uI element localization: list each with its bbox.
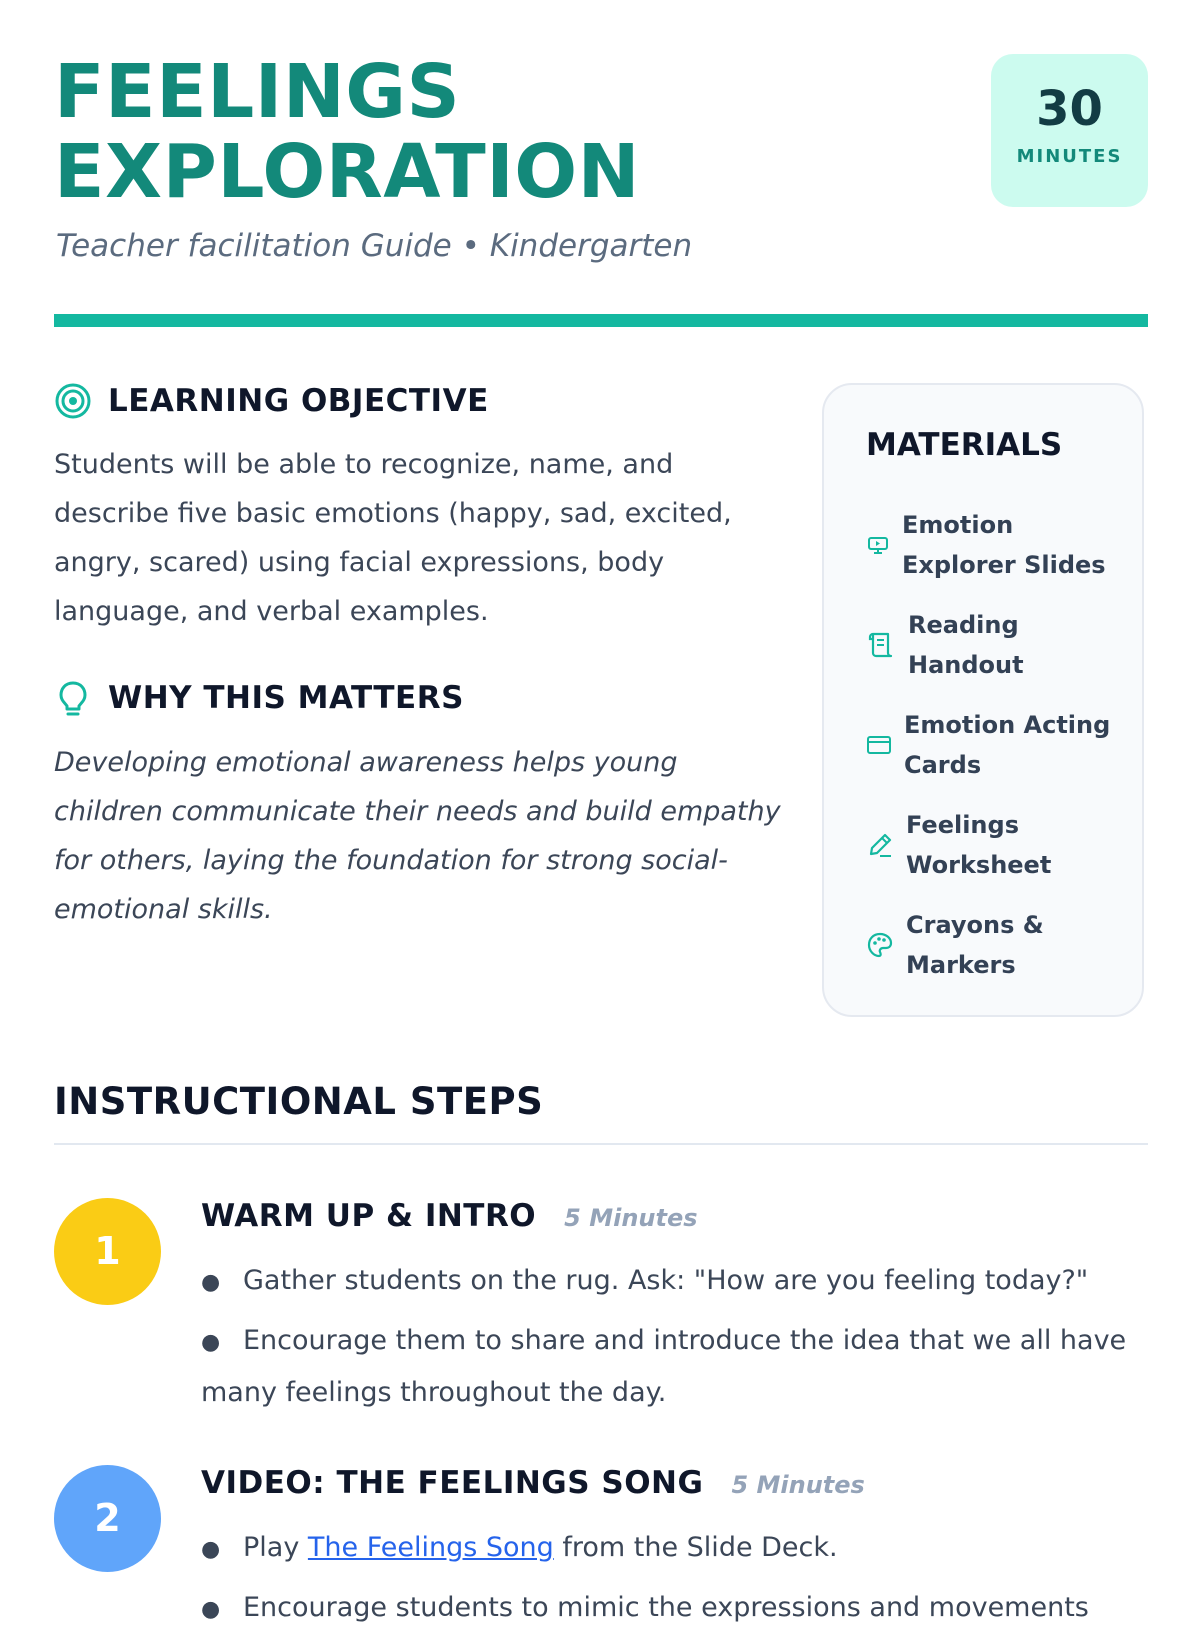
step-bullet	[201, 1256, 1147, 1308]
feelings-song-link[interactable]: The Feelings Song	[307, 1532, 554, 1563]
step-title: WARM UP & INTRO	[201, 1198, 537, 1234]
material-item	[866, 795, 1126, 895]
steps-divider	[54, 1143, 1148, 1145]
bullet-text-pre: Play	[243, 1532, 308, 1563]
bullet-dot: ●	[201, 1330, 221, 1355]
materials-list	[866, 495, 1126, 995]
page-subtitle: Teacher facilitation Guide • Kindergarten	[56, 228, 693, 264]
objective-text: Students will be able to recognize, name, and describe five basic emotions (happy, sad, excited, angry, scared) using facial expressions, body language, and verbal examples.	[54, 449, 732, 627]
step-body	[201, 1198, 1147, 1418]
bullet-dot: ●	[201, 1270, 221, 1295]
material-item	[866, 495, 1126, 595]
target-icon	[54, 382, 92, 420]
scroll-icon	[866, 630, 896, 660]
step-title: VIDEO: THE FEELINGS SONG	[201, 1465, 704, 1501]
presentation-icon	[866, 533, 890, 557]
material-label: Emotion Acting Cards	[904, 711, 1111, 779]
step-header	[201, 1198, 1147, 1248]
header-divider	[54, 314, 1148, 327]
material-label: Crayons & Markers	[906, 911, 1044, 979]
material-item	[866, 595, 1126, 695]
title-line-2: EXPLORATION	[54, 129, 641, 215]
material-label: Feelings Worksheet	[906, 811, 1052, 879]
step-duration: 5 Minutes	[564, 1204, 698, 1232]
title-line-1: FEELINGS	[54, 49, 461, 135]
pencil-icon	[866, 831, 894, 859]
why-heading	[54, 679, 464, 717]
step-number: 2	[54, 1465, 161, 1572]
material-label: Emotion Explorer Slides	[902, 511, 1106, 579]
duration-unit: MINUTES	[1016, 146, 1123, 167]
objective-heading-label: LEARNING OBJECTIVE	[108, 383, 489, 419]
step-bullets	[201, 1523, 1147, 1635]
bullet-dot: ●	[201, 1597, 221, 1622]
page-title	[54, 49, 641, 215]
bullet-text: Encourage students to mimic the expressions and movements	[243, 1592, 1089, 1623]
material-item	[866, 895, 1126, 995]
bullet-text-post: from the Slide Deck.	[553, 1532, 838, 1563]
step-duration: 5 Minutes	[731, 1471, 865, 1499]
bullet-text: Gather students on the rug. Ask: "How are you feeling today?"	[243, 1265, 1089, 1296]
duration-badge	[991, 54, 1148, 207]
objective-heading	[54, 382, 489, 420]
step-header	[201, 1465, 1147, 1515]
material-label: Reading Handout	[908, 611, 1024, 679]
duration-value: 30	[1036, 81, 1103, 137]
step-bullet	[201, 1583, 1147, 1635]
why-text: Developing emotional awareness helps young children communicate their needs and build empathy for others, laying the foundation for strong social-emotional skills.	[54, 747, 781, 925]
materials-heading: MATERIALS	[866, 427, 1063, 463]
step-bullet	[201, 1523, 1147, 1575]
step-bullet	[201, 1316, 1147, 1418]
step-bullets	[201, 1256, 1147, 1418]
bullet-dot: ●	[201, 1537, 221, 1562]
material-item	[866, 695, 1126, 795]
why-heading-label: WHY THIS MATTERS	[108, 680, 464, 716]
step-number: 1	[54, 1198, 161, 1305]
bullet-text: Encourage them to share and introduce the idea that we all have many feelings throughout the day.	[201, 1325, 1127, 1408]
materials-panel	[822, 383, 1144, 1017]
step-body	[201, 1465, 1147, 1635]
card-icon	[866, 732, 892, 758]
lightbulb-icon	[54, 679, 92, 717]
steps-heading: INSTRUCTIONAL STEPS	[54, 1080, 544, 1123]
palette-icon	[866, 931, 894, 959]
